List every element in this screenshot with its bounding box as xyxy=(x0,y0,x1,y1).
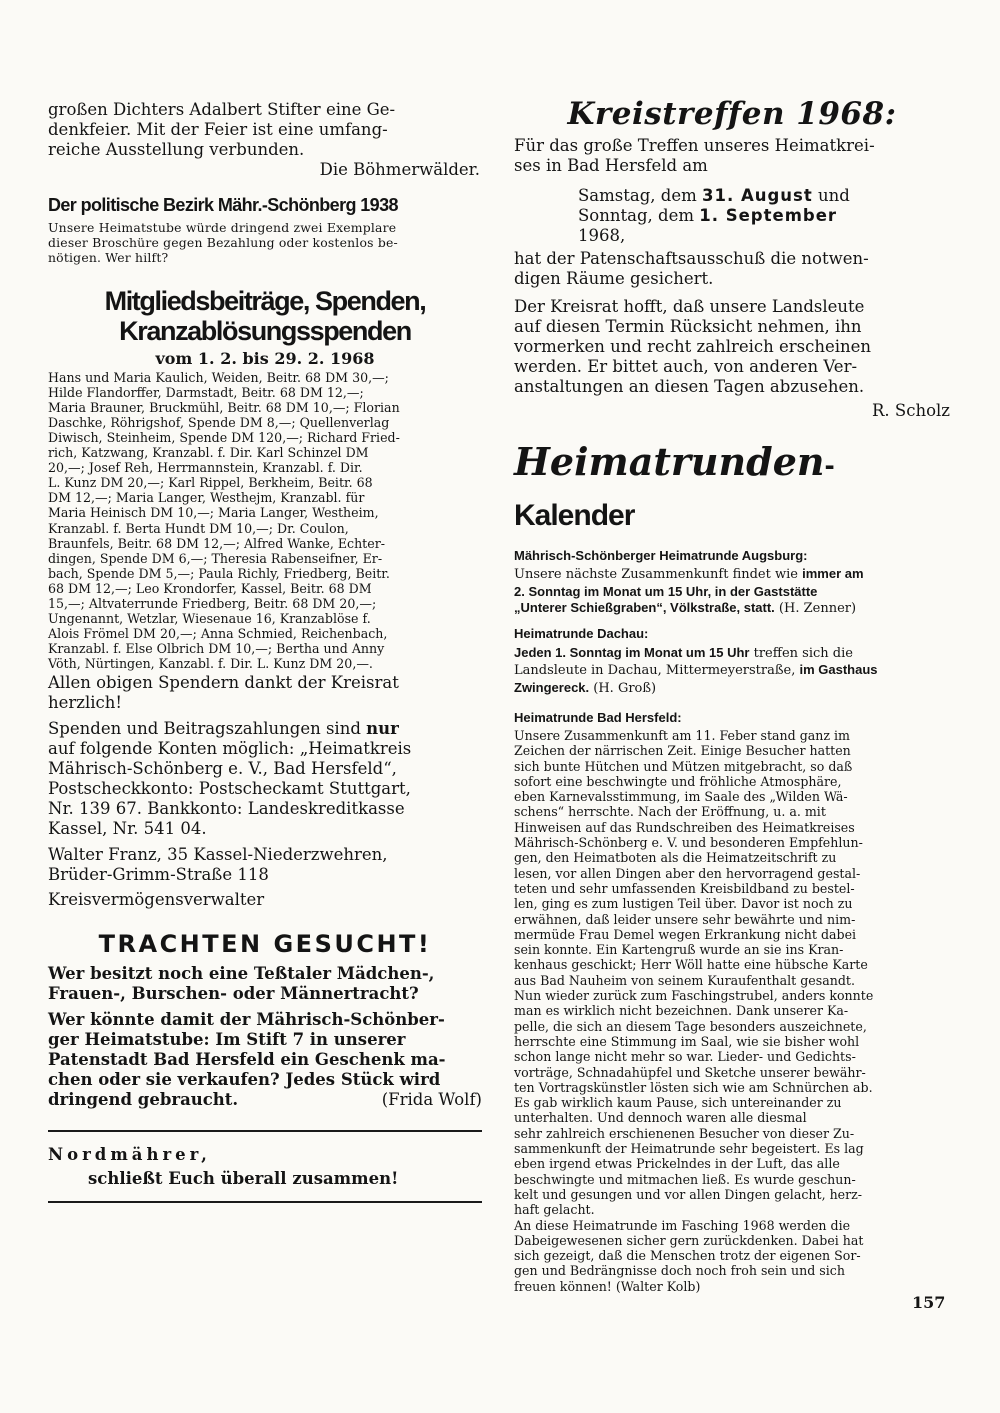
text-line: Unsere Heimatstube würde dringend zwei Exemplare xyxy=(48,220,397,235)
text-line: werden. Er bittet auch, von anderen Ver- xyxy=(514,357,858,376)
text-line xyxy=(514,662,950,680)
text-line: Der Kreisrat hofft, daß unsere Landsleute xyxy=(514,297,865,316)
costumes-heading: TRACHTEN GESUCHT! xyxy=(98,930,432,959)
meeting-dates xyxy=(578,186,950,246)
donor-line: Maria Brauner, Bruckmühl, Beitr. 68 DM 10,—; Florian xyxy=(48,399,400,415)
text-line: reiche Ausstellung verbunden. xyxy=(48,140,305,159)
treasurer-block xyxy=(48,845,482,910)
text-line: teten und sehr umfassenden Kreisbildband zu bestel- xyxy=(514,880,855,896)
text-line: haft gelacht. xyxy=(514,1202,595,1218)
text-line: hat der Patenschaftsausschuß die notwen- xyxy=(514,249,869,268)
text-line: gen und Bedrängnisse doch noch froh sein und sich xyxy=(514,1263,845,1279)
text-line: ger Heimatstube: Im Stift 7 in unserer xyxy=(48,1030,406,1050)
donor-line: 20,—; Josef Reh, Herrmannstein, Kranzabl. f. Dir. xyxy=(48,460,363,476)
text-line: dieser Broschüre gegen Bezahlung oder kostenlos be- xyxy=(48,235,398,251)
text-line: Patenstadt Bad Hersfeld ein Geschenk ma- xyxy=(48,1050,446,1070)
date-emphasis: 1. September xyxy=(699,206,838,225)
text-line: erwähnen, daß leider unsere sehr bewährte und nim- xyxy=(514,911,856,927)
nordmaehrer-line1: Nordmährer, xyxy=(48,1145,211,1165)
text-line xyxy=(514,645,950,663)
donor-line: dingen, Spende DM 6,—; Theresia Rabenseifner, Er- xyxy=(48,550,383,566)
nordmaehrer-line2: schließt Euch überall zusammen! xyxy=(88,1169,399,1189)
text-line: beschwingte und mitmachen ließ. Es wurde geschun- xyxy=(514,1171,856,1187)
text-line: Postscheckkonto: Postscheckamt Stuttgart, xyxy=(48,779,411,799)
dachau-heading: Heimatrunde Dachau: xyxy=(514,625,649,641)
donor-line: Hilde Flandorffer, Darmstadt, Beitr. 68 DM 12,—; xyxy=(48,384,364,400)
accounts-paragraph xyxy=(48,719,482,839)
donor-line: DM 12,—; Maria Langer, Westhejm, Kranzabl. für xyxy=(48,490,365,506)
text-line: denkfeier. Mit der Feier ist eine umfang- xyxy=(48,120,388,139)
text-line: chen oder sie verkaufen? Jedes Stück wird xyxy=(48,1070,441,1090)
page-number: 157 xyxy=(912,1293,946,1312)
text-line: Nun wieder zurück zum Faschingstrubel, anders konnte xyxy=(514,988,874,1004)
text-line: Hinweisen auf das Rundschreiben des Heimatkreises xyxy=(514,819,855,835)
text-line: nötigen. Wer hilft? xyxy=(48,250,169,266)
donor-line: Ungenannt, Wetzlar, Wiesenaue 16, Kranzablöse f. xyxy=(48,611,371,627)
donor-line: 15,—; Altvaterrunde Friedberg, Beitr. 68 DM 20,—; xyxy=(48,596,377,612)
text-line: unterhalten. Und dennoch waren alle diesmal xyxy=(514,1110,807,1126)
costumes-question-1 xyxy=(48,964,482,1004)
donations-title-line2: Kranzablösungsspenden xyxy=(119,315,411,346)
costumes-question-2 xyxy=(48,1010,482,1110)
text-line xyxy=(514,680,950,698)
text-line: gen, den Heimatboten als die Heimatzeitschrift zu xyxy=(514,850,837,866)
heading-plain-part: -Kalender xyxy=(514,449,834,532)
emphasis: immer am xyxy=(802,566,864,581)
text-span: und xyxy=(812,186,850,205)
text-line: Kreisvermögensverwalter xyxy=(48,890,265,910)
text-line: Wer besitzt noch eine Teßtaler Mädchen-, xyxy=(48,964,435,984)
dachau-text xyxy=(514,645,950,698)
text-line: auf folgende Konten möglich: „Heimatkreis xyxy=(48,739,412,759)
donations-period: vom 1. 2. bis 29. 2. 1968 xyxy=(155,348,375,368)
emphasis: im Gasthaus xyxy=(799,662,878,677)
intro-signature: Die Böhmerwälder. xyxy=(319,160,480,179)
donor-line: Alois Frömel DM 20,—; Anna Schmied, Reichenbach, xyxy=(48,626,388,642)
donor-line: Braunfels, Beitr. 68 DM 12,—; Alfred Wanke, Echter- xyxy=(48,535,385,551)
kreistreffen-signature: R. Scholz xyxy=(872,401,950,420)
text-line xyxy=(48,719,482,739)
text-line: Es gab wirklich kaum Pause, sich untereinander zu xyxy=(514,1095,842,1111)
text-line: herzlich! xyxy=(48,693,123,713)
text-line: ses in Bad Hersfeld am xyxy=(514,156,708,175)
text-line: len, ging es zum lustigen Teil über. Davor ist noch zu xyxy=(514,896,853,912)
text-line: Kassel, Nr. 541 04. xyxy=(48,819,207,839)
donor-line: Vöth, Nürtingen, Kanzabl. f. Dir. L. Kunz DM 20,—. xyxy=(48,656,373,672)
donor-line: Diwisch, Steinheim, Spende DM 120,—; Richard Fried- xyxy=(48,429,400,445)
text-line: Mährisch-Schönberg e. V., Bad Hersfeld“, xyxy=(48,759,397,779)
date-line xyxy=(578,206,950,226)
emphasis: Zwingereck. xyxy=(514,679,590,695)
kreistreffen-intro xyxy=(514,136,950,176)
text-span: Spenden und Beitragszahlungen sind xyxy=(48,719,367,739)
text-line: sofort eine beschwingte und fröhliche Atmosphäre, xyxy=(514,773,842,789)
text-line: eben irgend etwas Prickelndes in der Luft, das alle xyxy=(514,1156,840,1172)
emphasis: „Unterer Schießgraben“, Völkstraße, statt. xyxy=(514,600,775,615)
text-span: dringend gebraucht. xyxy=(48,1090,239,1110)
text-line: 2. Sonntag im Monat um 15 Uhr, in der Gaststätte xyxy=(514,583,818,599)
text-line: Brüder-Grimm-Straße 118 xyxy=(48,865,269,885)
costumes-signature: (Frida Wolf) xyxy=(381,1090,482,1110)
text-line xyxy=(514,566,950,584)
kreistreffen-rooms xyxy=(514,249,950,289)
text-span: (H. Groß) xyxy=(589,680,657,696)
augsburg-text xyxy=(514,566,950,618)
text-line: freuen können! (Walter Kolb) xyxy=(514,1278,701,1294)
text-line: Allen obigen Spendern dankt der Kreisrat xyxy=(48,673,399,693)
nordmaehrer-box xyxy=(48,1132,482,1201)
date-line: 1968, xyxy=(578,226,626,245)
hersfeld-text xyxy=(514,728,950,1294)
donor-line: 68 DM 12,—; Leo Krondorfer, Kassel, Beitr. 68 DM xyxy=(48,580,372,596)
text-line: Dabeigewesenen sicher gern zurückdenken. Dabei hat xyxy=(514,1232,864,1248)
donor-line: Hans und Maria Kaulich, Weiden, Beitr. 68 DM 30,—; xyxy=(48,369,389,385)
kreistreffen-heading: Kreistreffen 1968: xyxy=(567,96,897,132)
text-line: schens“ herrschte. Nach der Eröffnung, u. a. mit xyxy=(514,804,826,820)
text-line: sehr zahlreich erschienenen Besucher von dieser Zu- xyxy=(514,1125,855,1141)
text-line: Wer könnte damit der Mährisch-Schönber- xyxy=(48,1010,445,1030)
text-span: Landsleute in Dachau, Mittermeyerstraße, xyxy=(514,663,800,678)
emphasis: Jeden 1. Sonntag im Monat um 15 Uhr xyxy=(514,644,750,660)
text-line: digen Räume gesichert. xyxy=(514,269,714,288)
emphasis: nur xyxy=(366,719,399,739)
text-span: Sonntag, dem xyxy=(578,206,700,225)
text-line: man es wirklich nicht bezeichnen. Dank unserer Ka- xyxy=(514,1003,849,1019)
text-line: sein konnte. Ein Kartengruß wurde an sie ins Kran- xyxy=(514,942,844,958)
text-line: pelle, die sich an diesem Tage besonders auszeichnete, xyxy=(514,1018,867,1034)
text-line: Zeichen der närrischen Zeit. Einige Besucher hatten xyxy=(514,743,851,759)
text-line: herrschte eine Stimmung im Saal, wie sie bisher wohl xyxy=(514,1033,860,1049)
donor-list xyxy=(48,370,482,672)
text-line: Nr. 139 67. Bankkonto: Landeskreditkasse xyxy=(48,799,405,819)
text-line: großen Dichters Adalbert Stifter eine Ge- xyxy=(48,100,396,119)
divider-bottom xyxy=(48,1201,482,1203)
donor-line: bach, Spende DM 5,—; Paula Richly, Friedberg, Beitr. xyxy=(48,565,390,581)
hersfeld-heading: Heimatrunde Bad Hersfeld: xyxy=(514,710,682,725)
text-line xyxy=(48,1090,482,1110)
text-line: anstaltungen an diesen Tagen abzusehen. xyxy=(514,377,865,396)
text-line: eben Karnevalsstimmung, im Saale des „Wilden Wä- xyxy=(514,789,848,805)
text-line: auf diesen Termin Rücksicht nehmen, ihn xyxy=(514,317,862,336)
text-line: kenhaus geschickt; Herr Wöll hatte eine hübsche Karte xyxy=(514,957,868,973)
text-line: sammenkunft der Heimatrunde sehr begeistert. Es lag xyxy=(514,1141,864,1157)
text-line: aus Bad Nauheim von seinem Kuraufenthalt gesandt. xyxy=(514,972,855,988)
text-span: treffen sich die xyxy=(749,645,853,661)
text-line: Walter Franz, 35 Kassel-Niederzwehren, xyxy=(48,845,388,865)
bezirk-paragraph xyxy=(48,220,482,266)
donations-heading xyxy=(48,286,482,346)
text-line: vorträge, Schnadahüpfel und Sketche unserer bewähr- xyxy=(514,1064,866,1080)
text-line: An diese Heimatrunde im Fasching 1968 werden die xyxy=(514,1217,851,1233)
text-line: kelt und gesungen und vor allen Dingen gelacht, herz- xyxy=(514,1186,863,1202)
donor-line: rich, Katzwang, Kranzabl. f. Dir. Karl Schinzel DM xyxy=(48,445,369,461)
bezirk-heading: Der politische Bezirk Mähr.-Schönberg 1938 xyxy=(48,195,398,215)
date-line xyxy=(578,186,950,206)
text-span: Unsere nächste Zusammenkunft findet wie xyxy=(514,567,803,582)
text-span: Samstag, dem xyxy=(578,186,702,205)
text-line: lesen, vor allen Dingen aber den hervorragend gestal- xyxy=(514,865,861,881)
thanks-paragraph xyxy=(48,673,482,713)
text-line: Frauen-, Burschen- oder Männertracht? xyxy=(48,984,419,1004)
donor-line: Maria Heinisch DM 10,—; Maria Langer, Westheim, xyxy=(48,505,379,521)
donor-line: L. Kunz DM 20,—; Karl Rippel, Berkheim, Beitr. 68 xyxy=(48,475,373,491)
date-emphasis: 31. August xyxy=(702,186,813,205)
augsburg-heading: Mährisch-Schönberger Heimatrunde Augsburg: xyxy=(514,548,808,563)
text-line: vormerken und recht zahlreich erscheinen xyxy=(514,337,872,356)
text-line: Für das große Treffen unseres Heimatkrei- xyxy=(514,136,875,155)
text-line xyxy=(514,600,950,618)
text-line: Mährisch-Schönberg e. V. und besonderen Empfehlun- xyxy=(514,835,863,851)
donor-line: Kranzabl. f. Berta Hundt DM 10,—; Dr. Coulon, xyxy=(48,520,349,536)
kreistreffen-request xyxy=(514,297,950,397)
intro-paragraph xyxy=(48,100,482,160)
text-line: Unsere Zusammenkunft am 11. Feber stand ganz im xyxy=(514,728,850,743)
text-line: sich gezeigt, daß die Menschen trotz der eigenen Sor- xyxy=(514,1248,861,1264)
right-column xyxy=(514,96,950,1294)
text-line: mermüde Frau Demel wegen Erkrankung nicht dabei xyxy=(514,926,857,942)
text-line: sich bunte Hütchen und Mützen mitgebracht, so daß xyxy=(514,758,853,774)
donations-title-line1: Mitgliedsbeiträge, Spenden, xyxy=(104,285,426,316)
text-line: ten Vortragskünstler lösten sich wie am Schnürchen ab. xyxy=(514,1079,873,1095)
left-column xyxy=(48,100,482,1203)
text-span: (H. Zenner) xyxy=(774,601,857,616)
heimatrunden-heading xyxy=(514,439,950,539)
heading-script-part: Heimatrunden xyxy=(514,439,825,484)
text-line: schon lange nicht mehr so war. Lieder- und Gedichts- xyxy=(514,1049,856,1065)
donor-line: Daschke, Röhrigshof, Spende DM 8,—; Quellenverlag xyxy=(48,414,390,430)
donor-line: Kranzabl. f. Else Olbrich DM 10,—; Bertha und Anny xyxy=(48,641,385,657)
